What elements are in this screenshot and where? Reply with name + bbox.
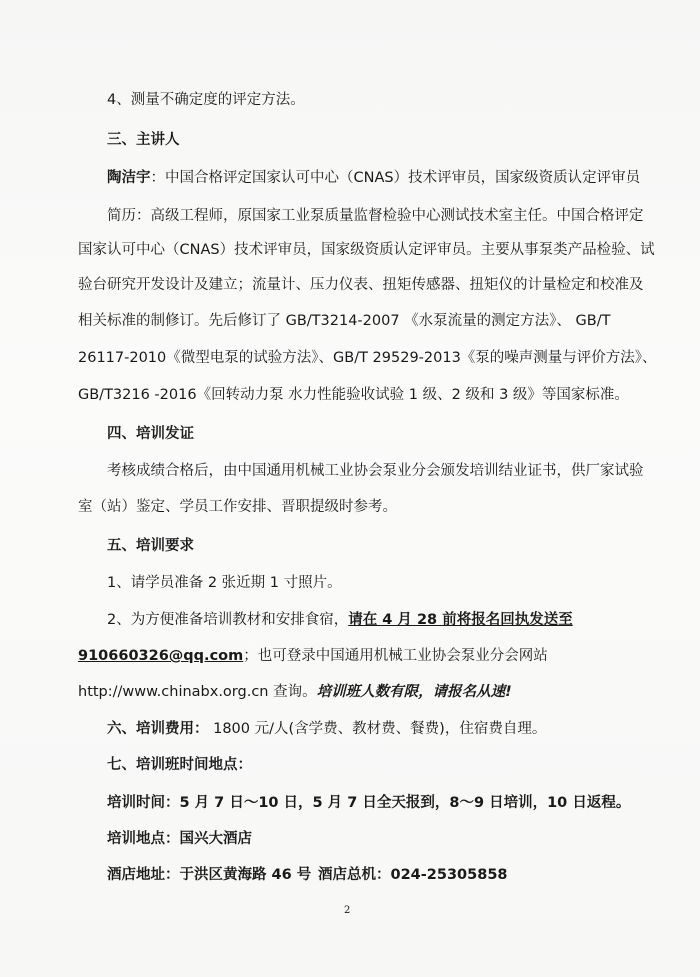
website-note: ；也可登录中国通用机械工业协会泵业分会网站 xyxy=(243,648,548,664)
requirement-2-text: 2、为方便准备培训教材和安排食宿， xyxy=(107,612,349,628)
section-5-title: 五、培训要求 xyxy=(107,538,194,554)
bio-line-5: 26117-2010《微型电泵的试验方法》、GB/T 29529-2013《泵的噪声测量与评价方法》、 xyxy=(78,350,657,366)
section-6-label: 六、培训费用： xyxy=(107,721,209,737)
fee-text: 1800 元/人(含学费、教材费、餐费)，住宿费自理。 xyxy=(208,721,547,737)
website-url[interactable]: http://www.chinabx.org.cn 查询。 xyxy=(78,684,317,700)
section-4-title: 四、培训发证 xyxy=(107,426,194,442)
bio-line-4: 相关标准的制修订。先后修订了 GB/T3214-2007 《水泵流量的测定方法》、 GB/T xyxy=(78,313,611,329)
bio-line-2: 国家认可中心（CNAS）技术评审员，国家级资质认定评审员。主要从事泵类产品检验、试 xyxy=(78,242,655,258)
speaker-title: ：中国合格评定国家认可中心（CNAS）技术评审员，国家级资质认定评审员 xyxy=(150,170,641,186)
requirement-2 xyxy=(107,610,573,630)
bio-line-3: 验台研究开发设计及建立；流量计、压力仪表、扭矩传感器、扭矩仪的计量检定和校准及 xyxy=(78,277,644,293)
speaker-name: 陶洁宇 xyxy=(107,170,151,186)
hotel-phone: 酒店总机：024-25305858 xyxy=(318,867,508,883)
item-4: 4、测量不确定度的评定方法。 xyxy=(107,92,305,108)
section-3-title: 三、主讲人 xyxy=(107,132,180,148)
requirement-1: 1、请学员准备 2 张近期 1 寸照片。 xyxy=(107,575,342,591)
email-line xyxy=(78,646,548,666)
fee-line xyxy=(107,719,546,739)
hotel-address: 酒店地址：于洪区黄海路 46 号 xyxy=(107,867,312,883)
training-time: 培训时间：5 月 7 日～10 日，5 月 7 日全天报到，8～9 日培训，10 日返程。 xyxy=(107,795,631,811)
speaker-line xyxy=(107,168,640,188)
page-number: 2 xyxy=(344,905,351,916)
email-address[interactable]: 910660326@qq.com xyxy=(78,648,244,664)
bio-line-1: 简历：高级工程师，原国家工业泵质量监督检验中心测试技术室主任。中国合格评定 xyxy=(107,208,644,224)
website-line xyxy=(78,682,512,702)
requirement-2-deadline: 请在 4 月 28 前将报名回执发送至 xyxy=(348,612,573,628)
section-7-title: 七、培训班时间地点： xyxy=(107,757,252,773)
cert-line-2: 室（站）鉴定、学员工作安排、晋职提级时参考。 xyxy=(78,499,397,515)
bio-line-6: GB/T3216 -2016《回转动力泵 水力性能验收试验 1 级、2 级和 3 级》等国家标准。 xyxy=(78,387,629,403)
training-place: 培训地点：国兴大酒店 xyxy=(107,831,252,847)
hurry-note: 培训班人数有限，请报名从速! xyxy=(316,684,512,700)
cert-line-1: 考核成绩合格后，由中国通用机械工业协会泵业分会颁发培训结业证书，供厂家试验 xyxy=(107,463,644,479)
